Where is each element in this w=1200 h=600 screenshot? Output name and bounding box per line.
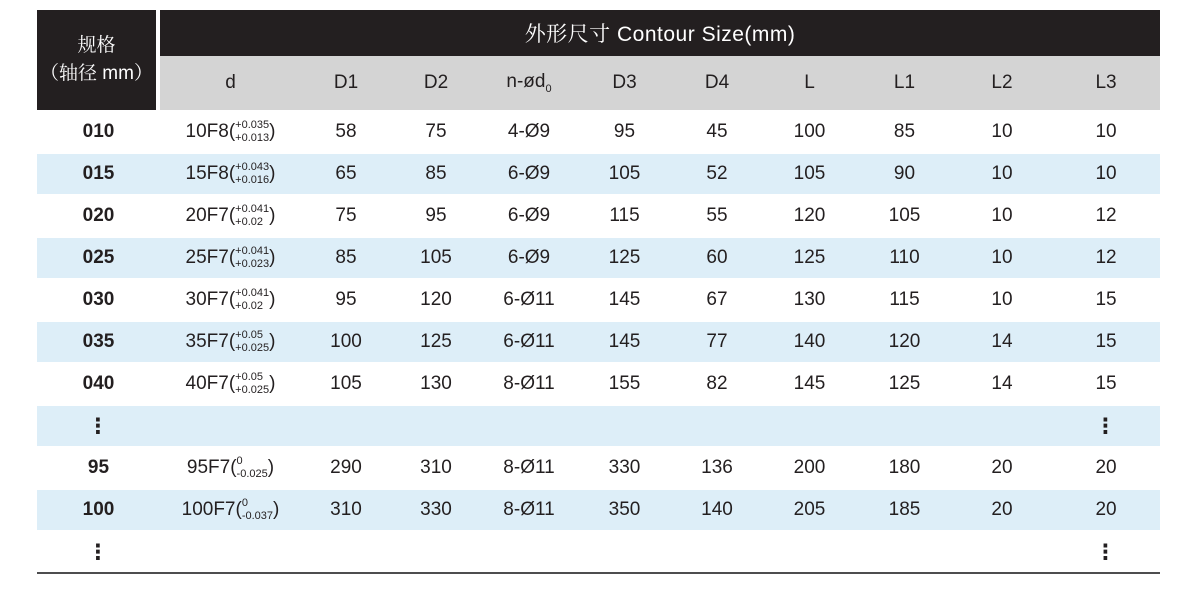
value-cell-l: 125 (762, 236, 857, 278)
value-cell-nd: 6-Ø11 (481, 320, 577, 362)
value-cell-d2: 75 (391, 110, 481, 152)
value-cell-l1: 85 (857, 110, 952, 152)
value-cell-l1: 105 (857, 194, 952, 236)
spec-cell: 040 (37, 362, 160, 404)
value-cell-l3: 12 (1052, 236, 1160, 278)
value-cell-nd: 6-Ø9 (481, 194, 577, 236)
table-header (37, 10, 1160, 110)
spec-header-line2: （轴径 mm） (40, 63, 153, 84)
value-cell-nd: 8-Ø11 (481, 488, 577, 530)
table-row (37, 194, 1160, 236)
main-header-row (37, 10, 1160, 56)
value-cell-d3: 145 (577, 278, 672, 320)
ellipsis-row-spacer (160, 404, 1052, 446)
value-cell-d1: 310 (301, 488, 391, 530)
table-row (37, 530, 1160, 572)
value-cell-d2: 125 (391, 320, 481, 362)
spec-column-header (37, 10, 160, 110)
value-cell-d2: 85 (391, 152, 481, 194)
value-cell-l2: 10 (952, 152, 1052, 194)
value-cell-l2: 10 (952, 194, 1052, 236)
table-row (37, 488, 1160, 530)
table-row (37, 320, 1160, 362)
value-cell-l3: 10 (1052, 110, 1160, 152)
value-cell-l: 100 (762, 110, 857, 152)
value-cell-d4: 52 (672, 152, 762, 194)
spec-cell: 025 (37, 236, 160, 278)
column-header-l: L (762, 56, 857, 110)
ellipsis-cell-spec: ⋮ (37, 530, 160, 572)
value-cell-l2: 20 (952, 446, 1052, 488)
value-cell-d1: 65 (301, 152, 391, 194)
value-cell-d2: 310 (391, 446, 481, 488)
spec-cell: 010 (37, 110, 160, 152)
value-cell-d1: 95 (301, 278, 391, 320)
value-cell-l1: 90 (857, 152, 952, 194)
value-cell-l2: 10 (952, 110, 1052, 152)
value-cell-d1: 75 (301, 194, 391, 236)
table-body (37, 110, 1160, 572)
d-tolerance-cell: 40F7 ( +0.05 +0.025 ) (160, 362, 301, 404)
ellipsis-cell-l3: ⋮ (1052, 530, 1160, 572)
value-cell-l1: 115 (857, 278, 952, 320)
value-cell-l3: 12 (1052, 194, 1160, 236)
value-cell-l: 120 (762, 194, 857, 236)
d-tolerance-cell: 95F7 ( 0 -0.025 ) (160, 446, 301, 488)
column-header-nd: $n-ød_0$ (481, 56, 577, 110)
spec-cell: 95 (37, 446, 160, 488)
value-cell-l: 105 (762, 152, 857, 194)
value-cell-l3: 20 (1052, 446, 1160, 488)
value-cell-d4: 82 (672, 362, 762, 404)
value-cell-d3: 155 (577, 362, 672, 404)
value-cell-d1: 85 (301, 236, 391, 278)
value-cell-l: 145 (762, 362, 857, 404)
value-cell-d3: 145 (577, 320, 672, 362)
value-cell-d2: 120 (391, 278, 481, 320)
value-cell-l1: 125 (857, 362, 952, 404)
value-cell-l2: 20 (952, 488, 1052, 530)
spec-cell: 100 (37, 488, 160, 530)
value-cell-d3: 95 (577, 110, 672, 152)
column-header-d3: D3 (577, 56, 672, 110)
spec-header-line1: 规格 (77, 34, 116, 56)
value-cell-l1: 120 (857, 320, 952, 362)
value-cell-l1: 110 (857, 236, 952, 278)
value-cell-d4: 60 (672, 236, 762, 278)
value-cell-nd: 4-Ø9 (481, 110, 577, 152)
d-tolerance-cell: 30F7 ( +0.041 +0.02 ) (160, 278, 301, 320)
value-cell-l3: 15 (1052, 320, 1160, 362)
value-cell-d3: 105 (577, 152, 672, 194)
column-header-d2: D2 (391, 56, 481, 110)
value-cell-d4: 136 (672, 446, 762, 488)
table-row (37, 236, 1160, 278)
ellipsis-cell-l3: ⋮ (1052, 404, 1160, 446)
value-cell-l2: 14 (952, 362, 1052, 404)
contour-size-table (37, 10, 1160, 574)
value-cell-nd: 8-Ø11 (481, 362, 577, 404)
column-header-l2: L2 (952, 56, 1052, 110)
value-cell-nd: 8-Ø11 (481, 446, 577, 488)
column-header-d: d (160, 56, 301, 110)
column-header-l3: L3 (1052, 56, 1160, 110)
value-cell-l2: 14 (952, 320, 1052, 362)
column-header-d1: D1 (301, 56, 391, 110)
value-cell-l3: 10 (1052, 152, 1160, 194)
value-cell-nd: 6-Ø9 (481, 236, 577, 278)
value-cell-l2: 10 (952, 278, 1052, 320)
value-cell-d2: 95 (391, 194, 481, 236)
value-cell-d1: 58 (301, 110, 391, 152)
value-cell-d4: 77 (672, 320, 762, 362)
value-cell-l: 140 (762, 320, 857, 362)
column-header-l1: L1 (857, 56, 952, 110)
column-headers-row (37, 56, 1160, 110)
value-cell-l3: 20 (1052, 488, 1160, 530)
value-cell-l1: 180 (857, 446, 952, 488)
value-cell-d4: 45 (672, 110, 762, 152)
d-tolerance-cell: 35F7 ( +0.05 +0.025 ) (160, 320, 301, 362)
value-cell-d1: 290 (301, 446, 391, 488)
value-cell-l3: 15 (1052, 362, 1160, 404)
value-cell-d1: 105 (301, 362, 391, 404)
ellipsis-row-spacer (160, 530, 1052, 572)
value-cell-l: 205 (762, 488, 857, 530)
d-tolerance-cell: 10F8 ( +0.035 +0.013 ) (160, 110, 301, 152)
value-cell-d2: 330 (391, 488, 481, 530)
value-cell-l: 200 (762, 446, 857, 488)
value-cell-d4: 140 (672, 488, 762, 530)
ellipsis-cell-spec: ⋮ (37, 404, 160, 446)
table-row (37, 152, 1160, 194)
d-tolerance-cell: 25F7 ( +0.041 +0.023 ) (160, 236, 301, 278)
value-cell-d2: 105 (391, 236, 481, 278)
table-row (37, 362, 1160, 404)
value-cell-d3: 350 (577, 488, 672, 530)
value-cell-d3: 330 (577, 446, 672, 488)
value-cell-d3: 125 (577, 236, 672, 278)
value-cell-d2: 130 (391, 362, 481, 404)
value-cell-l: 130 (762, 278, 857, 320)
column-header-d4: D4 (672, 56, 762, 110)
value-cell-l1: 185 (857, 488, 952, 530)
table-row (37, 278, 1160, 320)
table-row (37, 404, 1160, 446)
value-cell-l2: 10 (952, 236, 1052, 278)
spec-cell: 030 (37, 278, 160, 320)
value-cell-d1: 100 (301, 320, 391, 362)
spec-cell: 035 (37, 320, 160, 362)
d-tolerance-cell: 15F8 ( +0.043 +0.016 ) (160, 152, 301, 194)
value-cell-d3: 115 (577, 194, 672, 236)
table-row (37, 110, 1160, 152)
table-row (37, 446, 1160, 488)
main-header-title: 外形尺寸 Contour Size(mm) (160, 10, 1160, 56)
d-tolerance-cell: 100F7 ( 0 -0.037 ) (160, 488, 301, 530)
spec-cell: 020 (37, 194, 160, 236)
d-tolerance-cell: 20F7 ( +0.041 +0.02 ) (160, 194, 301, 236)
value-cell-d4: 67 (672, 278, 762, 320)
value-cell-l3: 15 (1052, 278, 1160, 320)
value-cell-nd: 6-Ø9 (481, 152, 577, 194)
value-cell-nd: 6-Ø11 (481, 278, 577, 320)
spec-cell: 015 (37, 152, 160, 194)
value-cell-d4: 55 (672, 194, 762, 236)
